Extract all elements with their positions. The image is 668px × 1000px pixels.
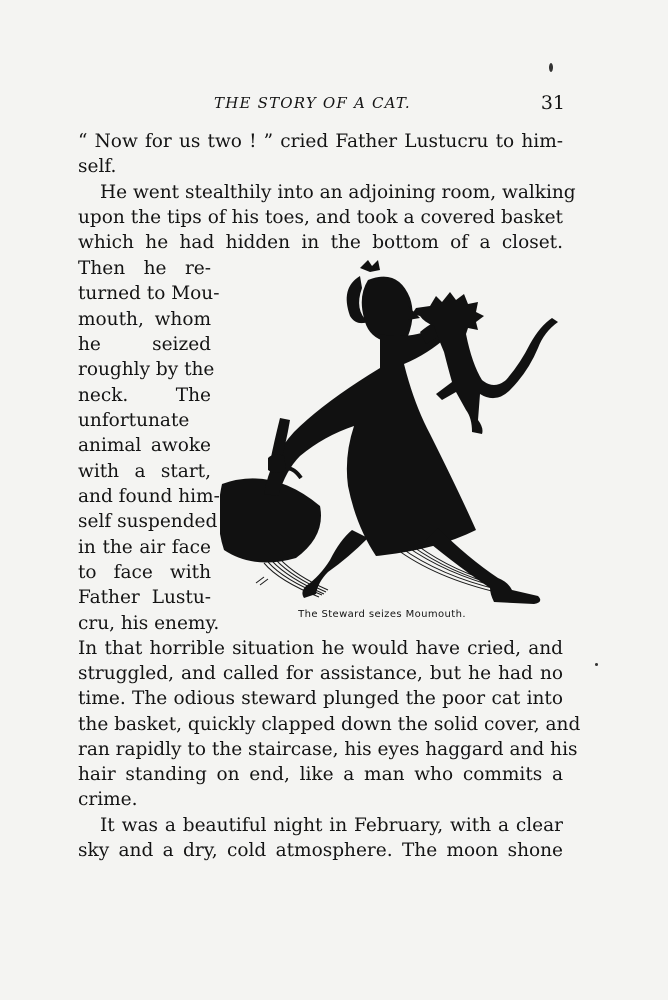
- text-line: he seized: [78, 334, 211, 355]
- steward-and-cat-silhouette: [220, 258, 565, 610]
- text-line: time. The odious steward plunged the poor cat into: [78, 688, 563, 709]
- ink-speck: [549, 63, 553, 72]
- text-line: sky and a dry, cold atmosphere. The moon shone: [78, 840, 563, 861]
- figure-caption: The Steward seizes Moumouth.: [298, 609, 466, 620]
- text-line: “ Now for us two ! ” cried Father Lustucru to him-: [78, 131, 563, 152]
- text-line: self suspended: [78, 511, 218, 532]
- running-title: THE STORY OF A CAT.: [214, 94, 411, 112]
- ink-speck: [595, 663, 598, 666]
- text-line: hair standing on end, like a man who commits a: [78, 764, 563, 785]
- steward-figure: [264, 260, 540, 604]
- text-line: with a start,: [78, 461, 211, 482]
- text-line: self.: [78, 156, 117, 177]
- text-line: roughly by the: [78, 359, 215, 380]
- text-line: Then he re-: [78, 258, 211, 279]
- text-line: upon the tips of his toes, and took a covered basket: [78, 207, 563, 228]
- text-line: struggled, and called for assistance, but he had no: [78, 663, 563, 684]
- text-line: turned to Mou-: [78, 283, 220, 304]
- text-line: crime.: [78, 789, 138, 810]
- text-line: in the air face: [78, 537, 211, 558]
- text-line: He went stealthily into an adjoining room, walking: [100, 182, 576, 203]
- silhouette-illustration: [220, 258, 565, 610]
- text-line: unfortunate: [78, 410, 190, 431]
- page-header: [214, 92, 565, 116]
- text-line: ran rapidly to the staircase, his eyes haggard and his: [78, 739, 578, 760]
- text-line: neck. The: [78, 385, 211, 406]
- text-line: In that horrible situation he would have cried, and: [78, 638, 563, 659]
- text-line: It was a beautiful night in February, with a clear: [100, 815, 563, 836]
- text-line: mouth, whom: [78, 309, 211, 330]
- text-line: and found him-: [78, 486, 220, 507]
- cat-silhouette: [412, 292, 558, 434]
- text-line: to face with: [78, 562, 211, 583]
- page-number: 31: [540, 92, 565, 114]
- text-line: Father Lustu-: [78, 587, 211, 608]
- text-line: cru, his enemy.: [78, 613, 220, 634]
- text-line: the basket, quickly clapped down the solid cover, and: [78, 714, 581, 735]
- text-line: which he had hidden in the bottom of a closet.: [78, 232, 563, 253]
- text-line: animal awoke: [78, 435, 211, 456]
